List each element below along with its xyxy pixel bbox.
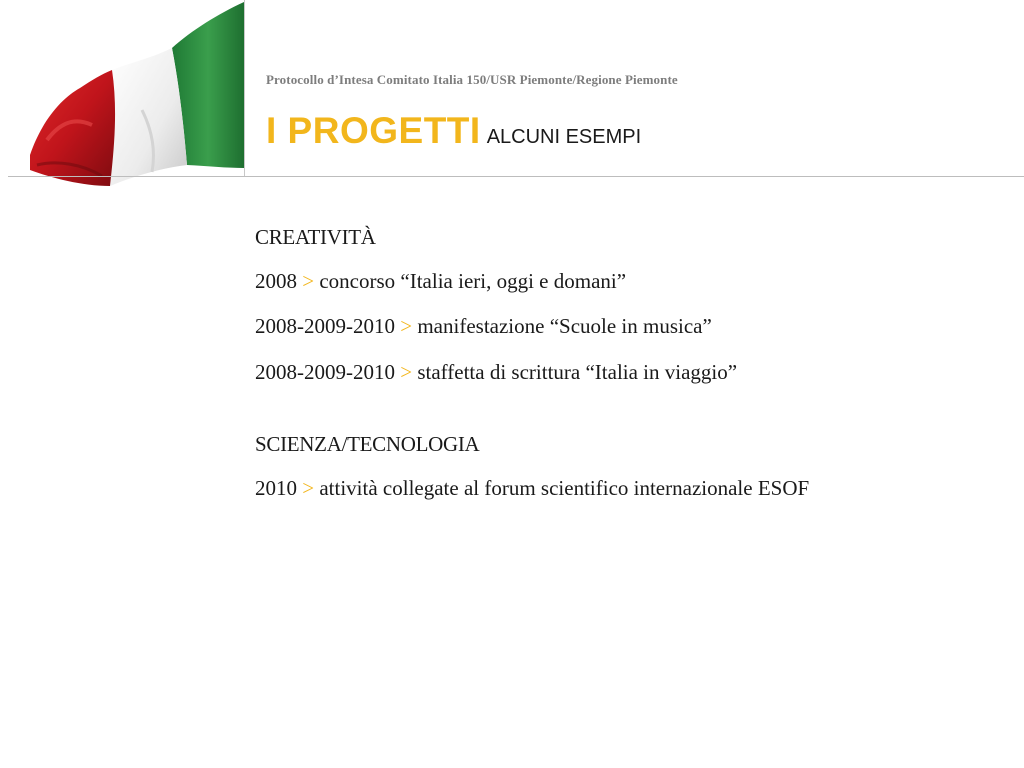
item-text: attività collegate al forum scientifico internazionale ESOF [319,475,810,500]
item-text: manifestazione “Scuole in musica” [417,314,712,339]
list-item [255,268,855,295]
section-category: SCIENZA/TECNOLOGIA [255,431,480,456]
slide-body [255,225,855,520]
arrow-icon: > [400,359,413,384]
item-year: 2008-2009-2010 [255,314,395,339]
item-text: staffetta di scrittura “Italia in viaggio” [417,359,738,384]
item-year: 2008-2009-2010 [255,359,395,384]
item-year: 2010 [255,475,297,500]
header-subtitle: Protocollo d’Intesa Comitato Italia 150/USR Piemonte/Regione Piemonte [266,72,678,87]
list-item [255,475,855,502]
page-title [266,110,641,152]
arrow-icon: > [302,475,315,500]
item-text: concorso “Italia ieri, oggi e domani” [319,269,627,293]
title-main: I PROGETTI [266,110,481,151]
header-vertical-divider [244,0,245,176]
arrow-icon: > [302,269,315,293]
italian-flag-icon [22,0,246,190]
arrow-icon: > [400,314,413,339]
item-year: 2008 [255,269,297,293]
section-category: CREATIVITÀ [255,225,376,249]
header-horizontal-divider [8,176,1024,177]
title-sub: ALCUNI ESEMPI [486,126,642,148]
list-item [255,359,855,386]
list-item [255,313,855,340]
